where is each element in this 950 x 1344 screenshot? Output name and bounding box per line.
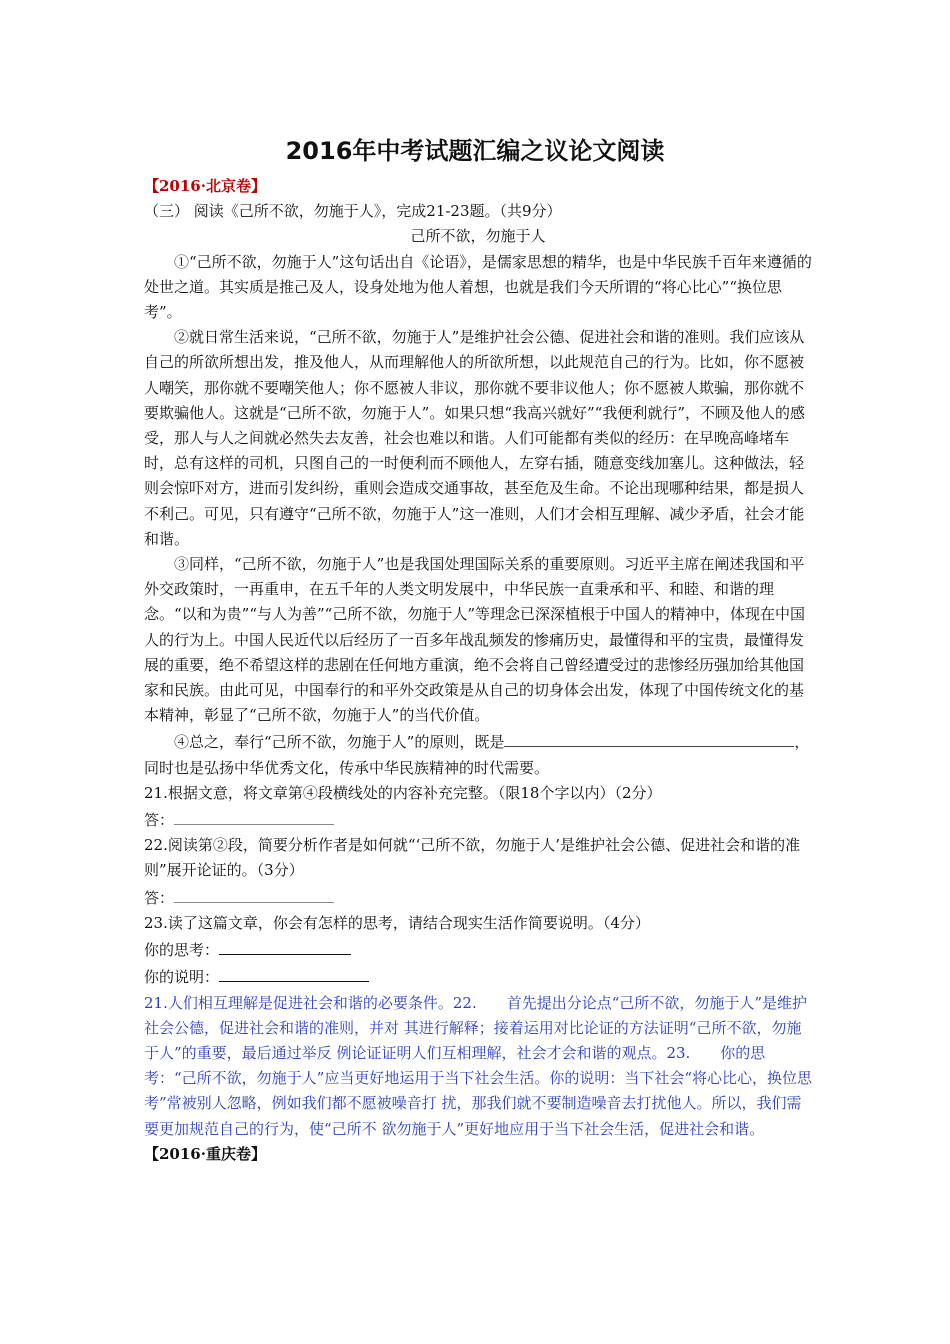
question-21: 21.根据文意，将文章第④段横线处的内容补充完整。（限18个字以内）（2分） <box>144 783 662 802</box>
reference-answers: 21.人们相互理解是促进社会和谐的必要条件。22. 首先提出分论点“己所不欲，勿施于人”是维护社会公德，促进社会和谐的准则，并对 其进行解释；接着运用对比论证的方法证明“己所不欲，勿施于人”的重要，最后通过举反 例论证证明人们互相理解，社会才会和谐的观点。23. 你的思考：“己所不欲，勿施于人”应当更好地运用于当下社会生活。你的说明：当下社会“将心比心，换位思考”常被别人忽略，例如我们都不愿被噪音打 扰，那我们就不要制造噪音去打扰他人。所以，我们需要更加规范自己的行为，使“己所不 欲勿施于人”更好地应用于当下社会生活，促进社会和谐。 <box>144 993 813 1138</box>
answer-blank-22[interactable] <box>174 884 334 903</box>
article-paragraph-3: ③同样，“己所不欲，勿施于人”也是我国处理国际关系的重要原则。习近平主席在阐述我国和平外交政策时，一再重申，在五千年的人类文明发展中，中华民族一直秉承和平、和睦、和谐的理念。“以和为贵”“与人为善”“己所不欲，勿施于人”等理念已深深植根于中国人的精神中，体现在中国人的行为上。中国人民近代以后经历了一百多年战乱频发的惨痛历史，最懂得和平的宝贵，最懂得发展的重要，绝不希望这样的悲剧在任何地方重演，绝不会将自己曾经遭受过的悲惨经历强加给其他国家和民族。由此可见，中国奉行的和平外交政策是从自己的切身体会出发，体现了中国传统文化的基本精神，彰显了“己所不欲，勿施于人”的当代价值。 <box>144 555 806 725</box>
paragraph-4-after: ，同时也是弘扬中华优秀文化，传承中华民族精神的时代需要。 <box>144 733 810 777</box>
think-label: 你的思考： <box>144 941 220 960</box>
answer-blank-21[interactable] <box>174 806 334 825</box>
explain-line <box>144 963 812 990</box>
answer-label: 答： <box>144 888 175 907</box>
answer-line-21 <box>144 806 812 833</box>
article-paragraph-4 <box>144 728 812 780</box>
answer-line-22 <box>144 884 812 911</box>
explain-blank[interactable] <box>219 963 369 982</box>
question-23: 23.读了这篇文章，你会有怎样的思考，请结合现实生活作简要说明。（4分） <box>144 913 650 932</box>
paragraph-4-before: ④总之，奉行“己所不欲，勿施于人”的原则，既是 <box>174 733 505 752</box>
think-line <box>144 936 812 963</box>
page-title: 2016年中考试题汇编之议论文阅读 <box>285 137 665 165</box>
article-paragraph-1: ①“己所不欲，勿施于人”这句话出自《论语》，是儒家思想的精华，也是中华民族千百年来遵循的处世之道。其实质是推己及人，设身处地为他人着想，也就是我们今天所谓的“将心比心”“换位思考”。 <box>144 252 812 322</box>
document-body <box>144 174 812 1167</box>
think-blank[interactable] <box>219 936 351 955</box>
section-label-chongqing: 【2016·重庆卷】 <box>144 1144 266 1163</box>
fill-blank-line[interactable] <box>504 728 766 747</box>
reading-intro: （三） 阅读《己所不欲，勿施于人》，完成21-23题。（共9分） <box>144 202 562 221</box>
section-label-beijing: 【2016·北京卷】 <box>144 177 266 195</box>
answer-label: 答： <box>144 811 175 830</box>
question-22: 22.阅读第②段，简要分析作者是如何就“‘己所不欲，勿施于人’是维护社会公德、促进社会和谐的准则”展开论证的。（3分） <box>144 836 801 880</box>
fill-blank-line-continued[interactable] <box>766 728 794 747</box>
article-title: 己所不欲，勿施于人 <box>410 227 546 246</box>
explain-label: 你的说明： <box>144 968 220 987</box>
article-paragraph-2: ②就日常生活来说，“己所不欲，勿施于人”是维护社会公德、促进社会和谐的准则。我们应该从自己的所欲所想出发，推及他人，从而理解他人的所欲所想，以此规范自己的行为。比如，你不愿被人嘲笑，那你就不要嘲笑他人；你不愿被人非议，那你就不要非议他人；你不愿被人欺骗，那你就不要欺骗他人。这就是“己所不欲，勿施于人”。如果只想“我高兴就好”“我便利就行”，不顾及他人的感受，那人与人之间就必然失去友善，社会也难以和谐。人们可能都有类似的经历：在早晚高峰堵车时，总有这样的司机，只图自己的一时便利而不顾他人，左穿右插，随意变线加塞儿。这种做法，轻则会惊吓对方，进而引发纠纷，重则会造成交通事故，甚至危及生命。不论出现哪种结果，都是损人不利己。可见，只有遵守“己所不欲，勿施于人”这一准则，人们才会相互理解、减少矛盾，社会才能和谐。 <box>144 328 806 548</box>
